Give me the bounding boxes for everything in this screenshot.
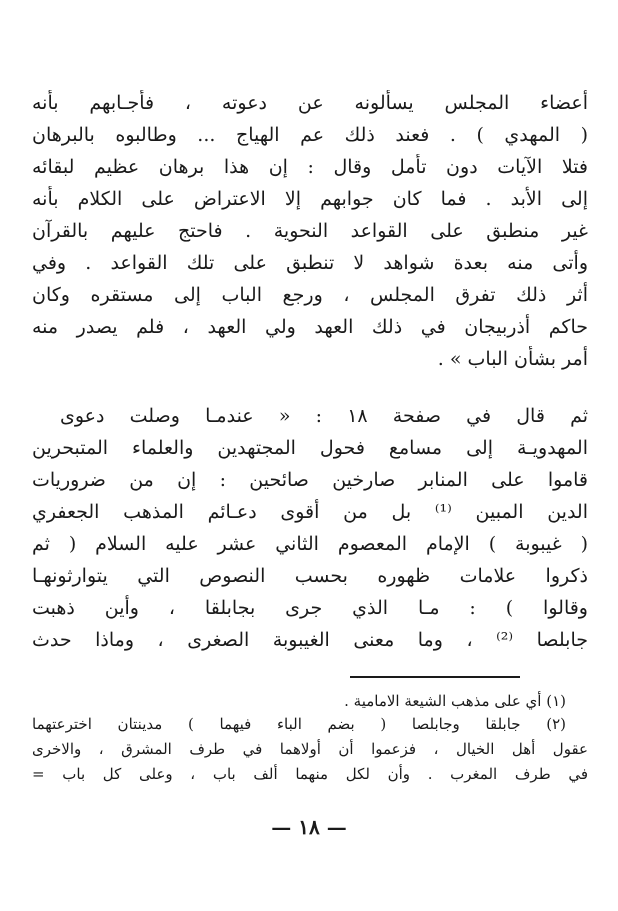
body-line: أثر ذلك تفرق المجلس ، ورجع الباب إلى مستقره وكان (32, 284, 588, 306)
body-line: أعضاء المجلس يسألونه عن دعوته ، فأجـابهم بأنه (32, 92, 588, 114)
footnote-line: في طرف المغرب . وأن لكل منهما ألف باب ، وعلى كل باب = (32, 765, 588, 783)
footnote-separator (350, 676, 520, 678)
body-line: المهدويـة إلى مسامع فحول المجتهدين والعلماء المتبحرين (32, 437, 588, 459)
body-line: وأتى منه بعدة شواهد لا تنطبق على تلك القواعد . وفي (32, 252, 588, 274)
body-line: إلى الأبد . فما كان جوابهم إلا الاعتراض على الكلام بأنه (32, 188, 588, 210)
footnote-line: (١) أي على مذهب الشيعة الامامية . (344, 692, 566, 710)
body-line-indented: ثم قال في صفحة ١٨ : « عندمـا وصلت دعوى (60, 405, 588, 427)
footnote-line: (٢) جابلقا وجابلصا ( بضم الباء فيهما ) مدينتان اخترعتهما (32, 715, 566, 733)
body-line: حاكم أذربيجان في ذلك العهد ولي العهد ، فلم يصدر منه (32, 316, 588, 338)
body-line: وقالوا ) : مـا الذي جرى بجابلقا ، وأين ذهبت (32, 597, 588, 619)
body-line: ذكروا علامات ظهوره بحسب النصوص التي يتوارثونهـا (32, 565, 588, 587)
body-line: ( غيبوبة ) الإمام المعصوم الثاني عشر عليه السلام ( ثم (32, 533, 588, 555)
body-line: ( المهدي ) . فعند ذلك عم الهياج ... وطالبوه بالبرهان (32, 124, 588, 146)
page-number: — ١٨ — (271, 815, 347, 839)
body-line: فتلا الآيات دون تأمل وقال : إن هذا برهان عظيم لبقائه (32, 156, 588, 178)
footnote-line: عقول أهل الخيال ، فزعموا أن أولاهما في طرف المشرق ، والاخرى (32, 740, 588, 758)
body-line: جابلصا ⁽²⁾ ، وما معنى الغيبوبة الصغرى ، وماذا حدث (32, 629, 588, 651)
body-line-last: أمر بشأن الباب » . (437, 348, 588, 370)
body-line: غير منطبق على القواعد النحوية . فاحتج عليهم بالقرآن (32, 220, 588, 242)
body-line: الدين المبين ⁽¹⁾ بل من أقوى دعـائم المذهب الجعفري (32, 501, 588, 523)
body-line: قاموا على المنابر صارخين صائحين : إن من ضروريات (32, 469, 588, 491)
